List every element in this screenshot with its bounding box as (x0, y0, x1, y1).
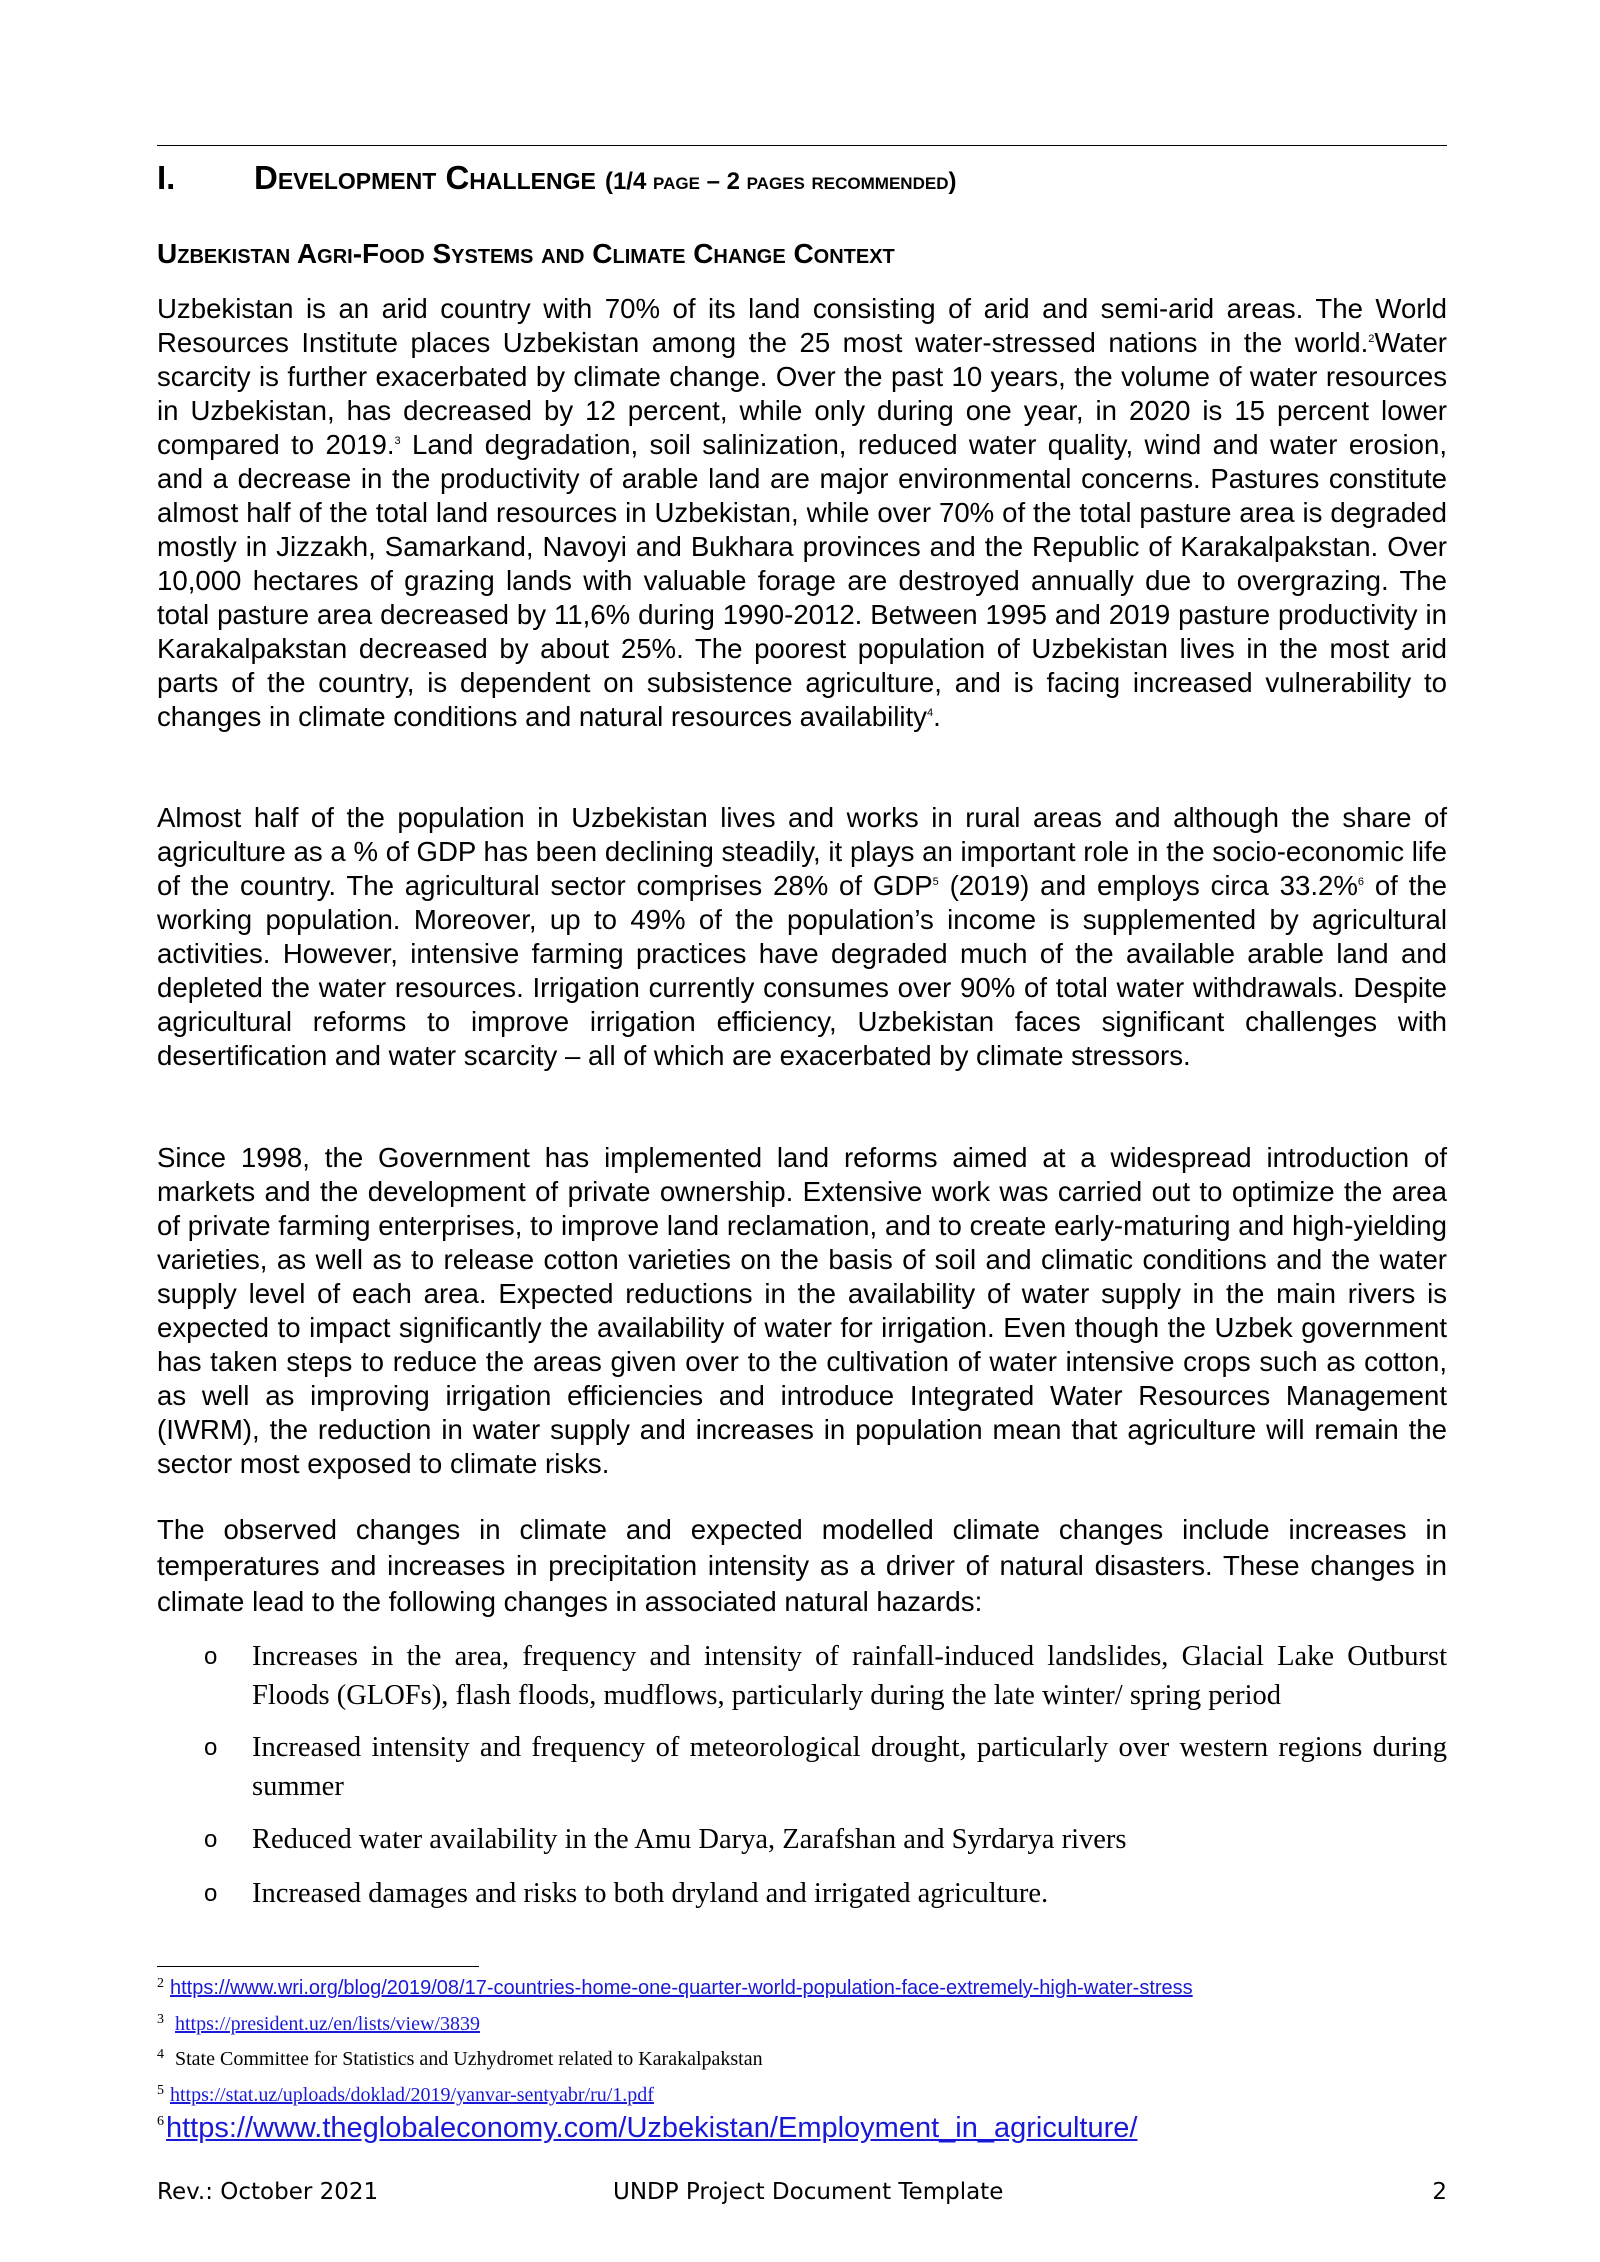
list-item-text: Reduced water availability in the Amu Darya, Zarafshan and Syrdarya rivers (252, 1824, 1127, 1855)
footnote-mark: 3 (157, 2012, 164, 2027)
page-number: 2 (1432, 2179, 1447, 2205)
footer-revision: Rev.: October 2021 (157, 2179, 379, 2205)
list-item (200, 1874, 1447, 1913)
list-item (200, 1637, 1447, 1715)
section-recommendation: (1/4 page – 2 pages recommended) (604, 168, 957, 195)
footnote-ref[interactable]: 4 (926, 707, 934, 719)
footnote-link[interactable]: https://stat.uz/uploads/doklad/2019/yanvar-sentyabr/ru/1.pdf (170, 2084, 654, 2106)
subsection-heading: Uzbekistan Agri-Food Systems and Climate Change Context (157, 238, 895, 269)
footnote-separator (157, 1966, 479, 1967)
footnote-3 (157, 2012, 480, 2036)
list-item-text: Increases in the area, frequency and intensity of rainfall-induced landslides, Glacial Lake Outburst Floods (GLOFs), flash floods, mudflows, particularly during the late winter/ spring period (252, 1641, 1447, 1711)
footnote-mark: 6 (157, 2114, 164, 2129)
footnote-5 (157, 2083, 654, 2107)
footnote-mark: 5 (157, 2083, 164, 2098)
bullet-marker: o (204, 1826, 218, 1853)
footnote-ref[interactable]: 6 (1357, 876, 1365, 888)
hazard-list (200, 1637, 1447, 1913)
paragraph-2-text-c: of the working population. Moreover, up to 49% of the population’s income is supplemented by agricultural activities. However, intensive farming practices have degraded much of the available arable land and depleted the water resources. Irrigation currently consumes over 90% of total water withdrawals. Despite agricultural reforms to improve irrigation efficiency, Uzbekistan faces significant challenges with desertification and water scarcity – all of which are exacerbated by climate stressors. (157, 870, 1447, 1071)
section-heading (157, 155, 1447, 204)
list-item (200, 1820, 1447, 1859)
footnote-text: State Committee for Statistics and Uzhydromet related to Karakalpakstan (175, 2048, 763, 2070)
paragraph-1-text-b: Water scarcity is further exacerbated by climate change. Over the past 10 years, the volume of water resources in Uzbekistan, has decreased by 12 percent, while only during one year, in 2020 is 15 percent lower compared to 2019. (157, 327, 1447, 460)
list-item-text: Increased damages and risks to both dryland and irrigated agriculture. (252, 1878, 1049, 1909)
paragraph-4: The observed changes in climate and expected modelled climate changes include increases in temperatures and increases in precipitation intensity as a driver of natural disasters. These changes in climate lead to the following changes in associated natural hazards: (157, 1514, 1447, 1617)
paragraph-2-text-a: Almost half of the population in Uzbekistan lives and works in rural areas and although the share of agriculture as a % of GDP has been declining steadily, it plays an important role in the socio-economic life of the country. The agricultural sector comprises 28% of GDP (157, 802, 1447, 901)
list-item-text: Increased intensity and frequency of meteorological drought, particularly over western regions during summer (252, 1732, 1447, 1802)
footnote-link[interactable]: https://www.theglobaleconomy.com/Uzbekistan/Employment_in_agriculture/ (166, 2112, 1138, 2144)
paragraph-2 (157, 801, 1447, 1073)
bullet-marker: o (204, 1643, 218, 1670)
footnote-link[interactable]: https://www.wri.org/blog/2019/08/17-countries-home-one-quarter-world-population-face-extremely-high-water-stress (170, 1977, 1193, 1999)
footnote-ref[interactable]: 5 (932, 876, 939, 888)
paragraph-1 (157, 292, 1447, 734)
section-title: Development Challenge (254, 159, 596, 196)
footnote-2 (157, 1976, 1193, 2000)
paragraph-1-text-a: Uzbekistan is an arid country with 70% of its land consisting of arid and semi-arid areas. The World Resources Institute places Uzbekistan among the 25 most water-stressed nations in the world. (157, 293, 1447, 358)
footnote-mark: 2 (157, 1976, 164, 1991)
paragraph-1-text-d: . (933, 701, 941, 732)
footnote-ref[interactable]: 2 (1368, 333, 1375, 345)
footer-template-name: UNDP Project Document Template (613, 2179, 1004, 2205)
top-rule (157, 145, 1447, 146)
paragraph-3: Since 1998, the Government has implemented land reforms aimed at a widespread introduction of markets and the development of private ownership. Extensive work was carried out to optimize the area of private farming enterprises, to improve land reclamation, and to create early-maturing and high-yielding varieties, as well as to release cotton varieties on the basis of soil and climatic conditions and the water supply level of each area. Expected reductions in the availability of water supply in the main rivers is expected to impact significantly the availability of water for irrigation. Even though the Uzbek government has taken steps to reduce the areas given over to the cultivation of water intensive crops such as cotton, as well as improving irrigation efficiencies and introduce Integrated Water Resources Management (IWRM), the reduction in water supply and increases in population mean that agriculture will remain the sector most exposed to climate risks. (157, 1142, 1447, 1479)
footnote-mark: 4 (157, 2047, 164, 2062)
footnote-link[interactable]: https://president.uz/en/lists/view/3839 (175, 2013, 480, 2035)
footnote-4 (157, 2047, 763, 2071)
paragraph-2-text-b: (2019) and employs circa 33.2% (938, 870, 1358, 901)
bullet-marker: o (204, 1734, 218, 1761)
list-item (200, 1728, 1447, 1806)
footnote-6 (157, 2112, 1137, 2145)
bullet-marker: o (204, 1880, 218, 1907)
section-number: I. (157, 159, 176, 196)
paragraph-1-text-c: Land degradation, soil salinization, reduced water quality, wind and water erosion, and a decrease in the productivity of arable land are major environmental concerns. Pastures constitute almost half of the total land resources in Uzbekistan, while over 70% of the total pasture area is degraded mostly in Jizzakh, Samarkand, Navoyi and Bukhara provinces and the Republic of Karakalpakstan. Over 10,000 hectares of grazing lands with valuable forage are destroyed annually due to overgrazing. The total pasture area decreased by 11,6% during 1990-2012. Between 1995 and 2019 pasture productivity in Karakalpakstan decreased by about 25%. The poorest population of Uzbekistan lives in the most arid parts of the country, is dependent on subsistence agriculture, and is facing increased vulnerability to changes in climate conditions and natural resources availability (157, 429, 1447, 732)
footnote-ref[interactable]: 3 (394, 435, 401, 447)
